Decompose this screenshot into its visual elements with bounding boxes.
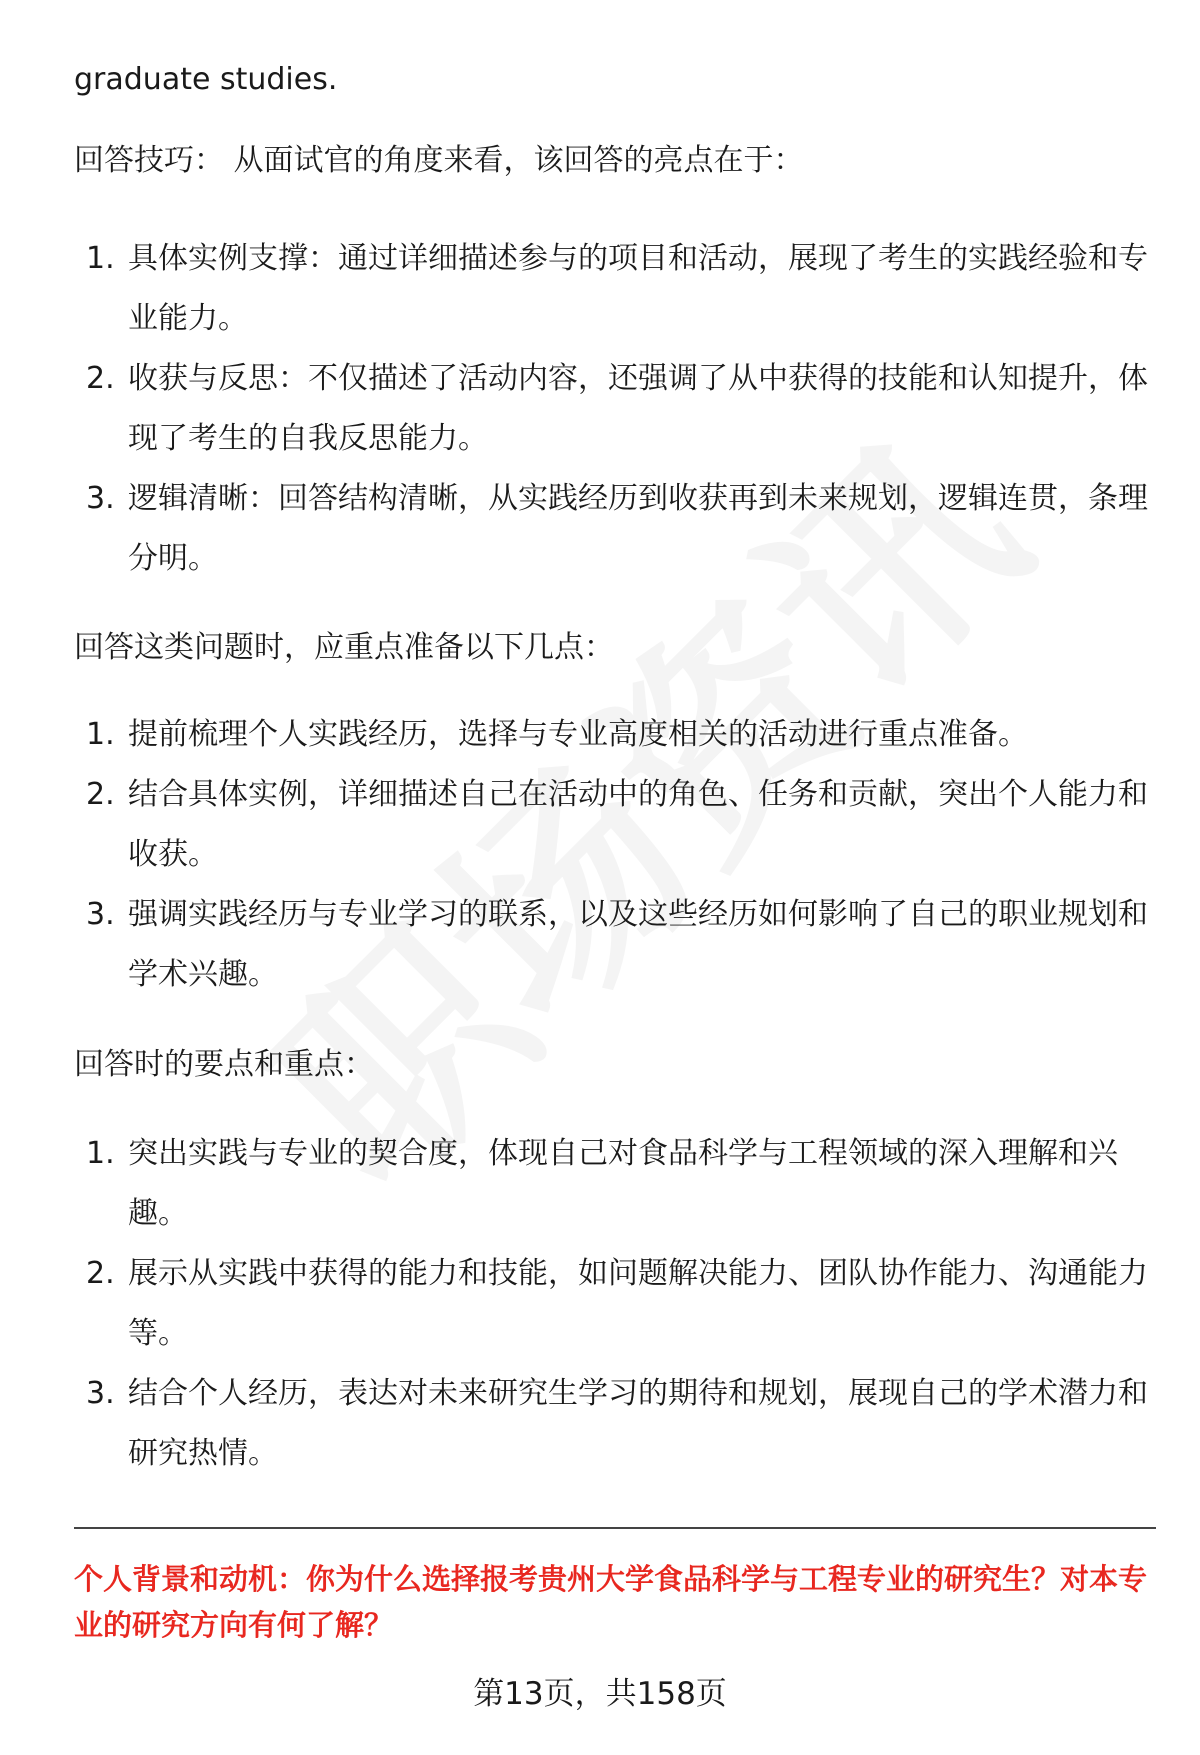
list-item-text: 结合具体实例，详细描述自己在活动中的角色、任务和贡献，突出个人能力和收获。: [128, 777, 1148, 872]
section1-heading: 回答技巧： 从面试官的角度来看，该回答的亮点在于：: [74, 143, 804, 178]
list-item: [74, 349, 1156, 469]
section2-heading: 回答这类问题时，应重点准备以下几点：: [74, 630, 614, 665]
list-number: 1.: [86, 1136, 115, 1171]
list-item: [74, 1364, 1156, 1484]
section3-heading: 回答时的要点和重点：: [74, 1047, 374, 1082]
list-item-text: 结合个人经历，表达对未来研究生学习的期待和规划，展现自己的学术潜力和研究热情。: [128, 1376, 1148, 1471]
list-item: [74, 885, 1156, 1005]
list-number: 1.: [86, 717, 115, 752]
list-item: [74, 1244, 1156, 1364]
list-item: [74, 229, 1156, 349]
list-item-text: 提前梳理个人实践经历，选择与专业高度相关的活动进行重点准备。: [128, 717, 1028, 752]
section-divider: [74, 1527, 1156, 1529]
list-number: 3.: [86, 897, 115, 932]
intro-tail-text: graduate studies.: [74, 62, 338, 97]
list-item: [74, 469, 1156, 589]
list-number: 2.: [86, 1256, 115, 1291]
list-item-text: 具体实例支撑：通过详细描述参与的项目和活动，展现了考生的实践经验和专业能力。: [128, 241, 1148, 336]
list-item-text: 收获与反思：不仅描述了活动内容，还强调了从中获得的技能和认知提升，体现了考生的自我反思能力。: [128, 361, 1148, 456]
list-item-text: 强调实践经历与专业学习的联系，以及这些经历如何影响了自己的职业规划和学术兴趣。: [128, 897, 1148, 992]
list-number: 3.: [86, 481, 115, 516]
list-item-text: 逻辑清晰：回答结构清晰，从实践经历到收获再到未来规划，逻辑连贯，条理分明。: [128, 481, 1148, 576]
section3-list: [74, 1124, 1156, 1484]
next-question-heading: 个人背景和动机：你为什么选择报考贵州大学食品科学与工程专业的研究生？对本专业的研究方向有何了解？: [74, 1562, 1148, 1642]
list-number: 1.: [86, 241, 115, 276]
list-number: 2.: [86, 777, 115, 812]
section2-list: [74, 705, 1156, 1005]
list-item: [74, 1124, 1156, 1244]
page-number-footer: 第13页，共158页: [473, 1676, 727, 1712]
document-page: [74, 0, 1156, 1755]
list-number: 3.: [86, 1376, 115, 1411]
list-number: 2.: [86, 361, 115, 396]
list-item: [74, 705, 1156, 765]
list-item-text: 展示从实践中获得的能力和技能，如问题解决能力、团队协作能力、沟通能力等。: [128, 1256, 1148, 1351]
list-item-text: 突出实践与专业的契合度，体现自己对食品科学与工程领域的深入理解和兴趣。: [128, 1136, 1118, 1231]
list-item: [74, 765, 1156, 885]
section1-list: [74, 229, 1156, 589]
